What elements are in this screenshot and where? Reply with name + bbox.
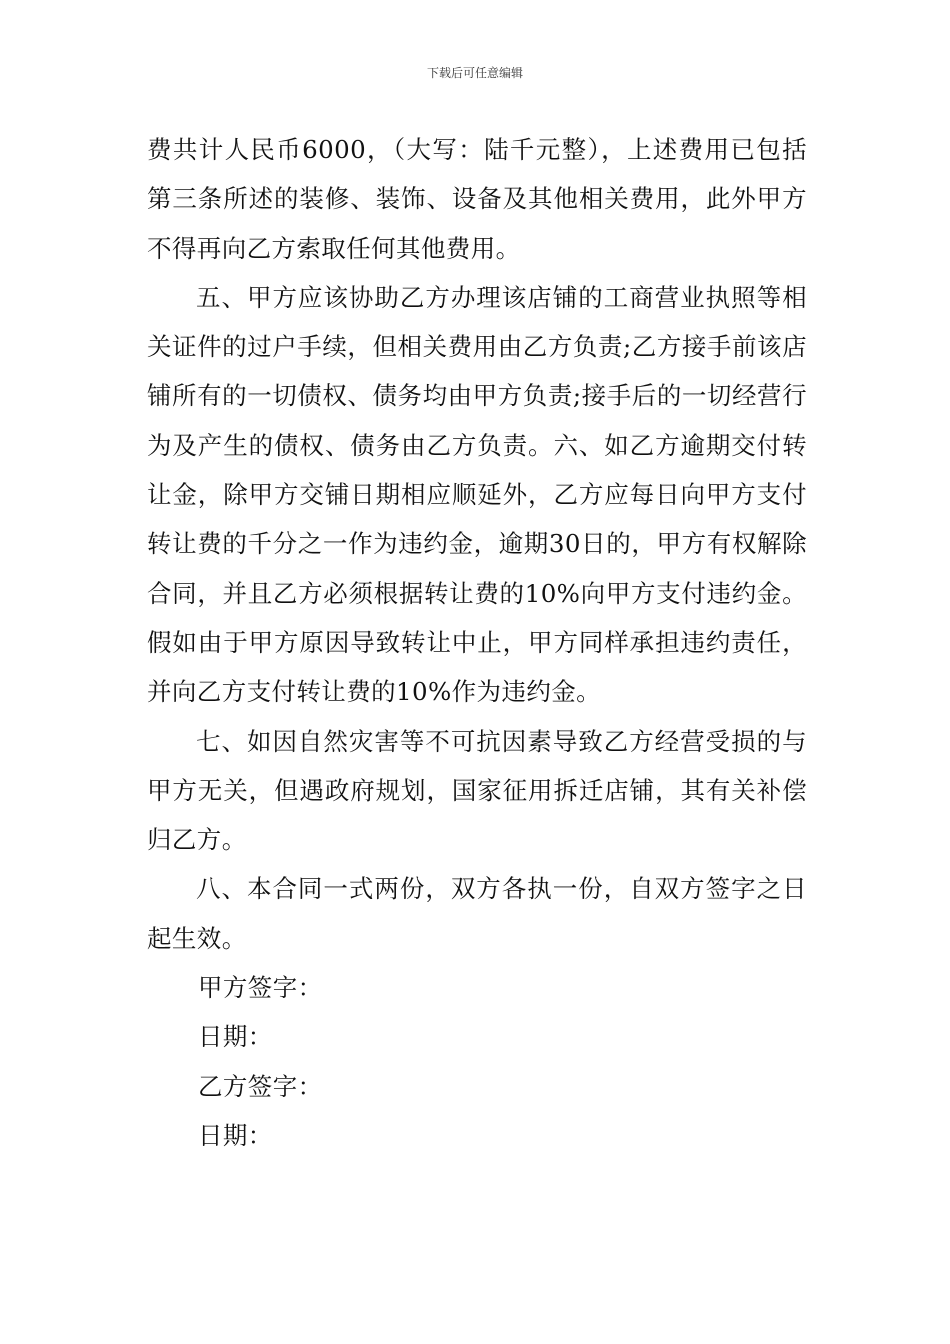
paragraph-clause-seven: 七、如因自然灾害等不可抗因素导致乙方经营受损的与甲方无关，但遇政府规划，国家征用拆迁店铺，其有关补偿归乙方。 — [147, 726, 807, 855]
party-b-date-label: 日期： — [198, 1120, 273, 1150]
paragraph-clause-eight: 八、本合同一式两份，双方各执一份，自双方签字之日起生效。 — [147, 874, 807, 953]
party-a-signature-label: 甲方签字： — [198, 973, 323, 1003]
document-body — [147, 125, 807, 1160]
party-b-signature-label: 乙方签字： — [198, 1071, 323, 1101]
page-header: 下载后可任意编辑 — [426, 66, 523, 80]
party-a-date-label: 日期： — [198, 1022, 273, 1052]
paragraph-clause-five-six: 五、甲方应该协助乙方办理该店铺的工商营业执照等相关证件的过户手续，但相关费用由乙方负责;乙方接手前该店铺所有的一切债权、债务均由甲方负责;接手后的一切经营行为及产生的债权、债务由乙方负责。六、如乙方逾期交付转让金，除甲方交铺日期相应顺延外，乙方应每日向甲方支付转让费的千分之一作为违约金，逾期30日的，甲方有权解除合同，并且乙方必须根据转让费的10%向甲方支付违约金。假如由于甲方原因导致转让中止，甲方同样承担违约责任，并向乙方支付转让费的10%作为违约金。 — [147, 282, 807, 707]
paragraph-fee-continuation: 费共计人民币6000，（大写：陆千元整），上述费用已包括第三条所述的装修、装饰、设备及其他相关费用，此外甲方不得再向乙方索取任何其他费用。 — [147, 135, 807, 263]
